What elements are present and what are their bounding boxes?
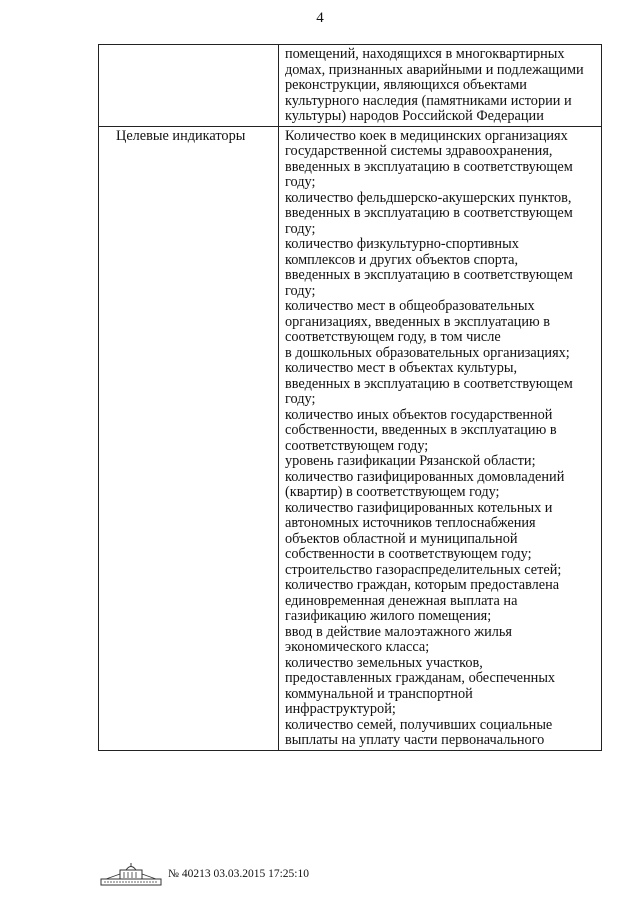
text-line: строительство газораспределительных сетей; xyxy=(285,561,562,578)
text-line: помещений, находящихся в многоквартирных xyxy=(285,46,565,62)
row-content-cell xyxy=(279,126,602,750)
text-line: году; xyxy=(285,282,316,299)
text-line: предоставленных гражданам, обеспеченных xyxy=(285,670,556,686)
text-line: количество газифицированных домовладений xyxy=(285,468,565,485)
text-line: введенных в эксплуатацию в соответствующем xyxy=(285,205,573,221)
text-line: соответствующем году; xyxy=(285,437,429,454)
text-line: количество земельных участков, xyxy=(285,654,483,671)
table-row xyxy=(99,126,602,750)
text-line: количество семей, получивших социальные xyxy=(285,716,553,733)
text-line: домах, признанных аварийными и подлежащими xyxy=(285,61,584,78)
text-line: единовременная денежная выплата на xyxy=(285,592,518,609)
text-line: количество граждан, которым предоставлена xyxy=(285,577,560,593)
text-line: инфраструктурой; xyxy=(285,701,396,717)
text-line: коммунальной и транспортной xyxy=(285,685,473,702)
text-line: объектов областной и муниципальной xyxy=(285,530,518,547)
text-line: собственности в соответствующем году; xyxy=(285,546,532,562)
text-line: соответствующем году, в том числе xyxy=(285,329,501,345)
text-line: газификацию жилого помещения; xyxy=(285,608,492,624)
table-body xyxy=(99,45,602,751)
text-line: количество газифицированных котельных и xyxy=(285,499,553,516)
text-line: уровень газификации Рязанской области; xyxy=(285,453,536,469)
table-row xyxy=(99,45,602,127)
document-registry-seal-icon xyxy=(100,862,162,886)
text-line: году; xyxy=(285,391,316,407)
text-line: организациях, введенных в эксплуатацию в xyxy=(285,313,550,330)
text-line: комплексов и других объектов спорта, xyxy=(285,251,519,268)
text-line: государственной системы здравоохранения, xyxy=(285,143,553,159)
text-line: экономического класса; xyxy=(285,639,430,655)
text-line: выплаты на уплату части первоначального xyxy=(285,732,545,748)
registration-footer xyxy=(100,862,309,886)
text-line: введенных в эксплуатацию в соответствующем xyxy=(285,158,573,175)
text-line: реконструкции, являющихся объектами xyxy=(285,77,527,93)
registration-stamp: № 40213 03.03.2015 17:25:10 xyxy=(168,868,309,880)
text-line: Количество коек в медицинских организациях xyxy=(285,127,568,144)
text-line: введенных в эксплуатацию в соответствующем xyxy=(285,375,573,392)
text-line: году; xyxy=(285,174,316,190)
text-line: количество мест в общеобразовательных xyxy=(285,298,535,314)
text-line: (квартир) в соответствующем году; xyxy=(285,484,500,500)
text-line: автономных источников теплоснабжения xyxy=(285,515,536,531)
row-label-cell: Целевые индикаторы xyxy=(99,126,279,750)
text-line: в дошкольных образовательных организациях; xyxy=(285,344,570,361)
program-passport-table xyxy=(98,44,602,751)
text-line: введенных в эксплуатацию в соответствующем xyxy=(285,267,573,283)
text-line: году; xyxy=(285,220,316,237)
text-line: количество мест в объектах культуры, xyxy=(285,360,518,376)
text-line: ввод в действие малоэтажного жилья xyxy=(285,623,512,640)
page-number: 4 xyxy=(316,10,324,26)
text-line: собственности, введенных в эксплуатацию в xyxy=(285,422,557,438)
text-line: культуры) народов Российской Федерации xyxy=(285,108,544,124)
row-label-cell xyxy=(99,45,279,127)
text-line: количество иных объектов государственной xyxy=(285,406,553,423)
text-line: количество фельдшерско-акушерских пунктов, xyxy=(285,189,572,206)
text-line: количество физкультурно-спортивных xyxy=(285,236,519,252)
row-content-cell xyxy=(279,45,602,127)
text-line: культурного наследия (памятниками истории и xyxy=(285,92,572,109)
